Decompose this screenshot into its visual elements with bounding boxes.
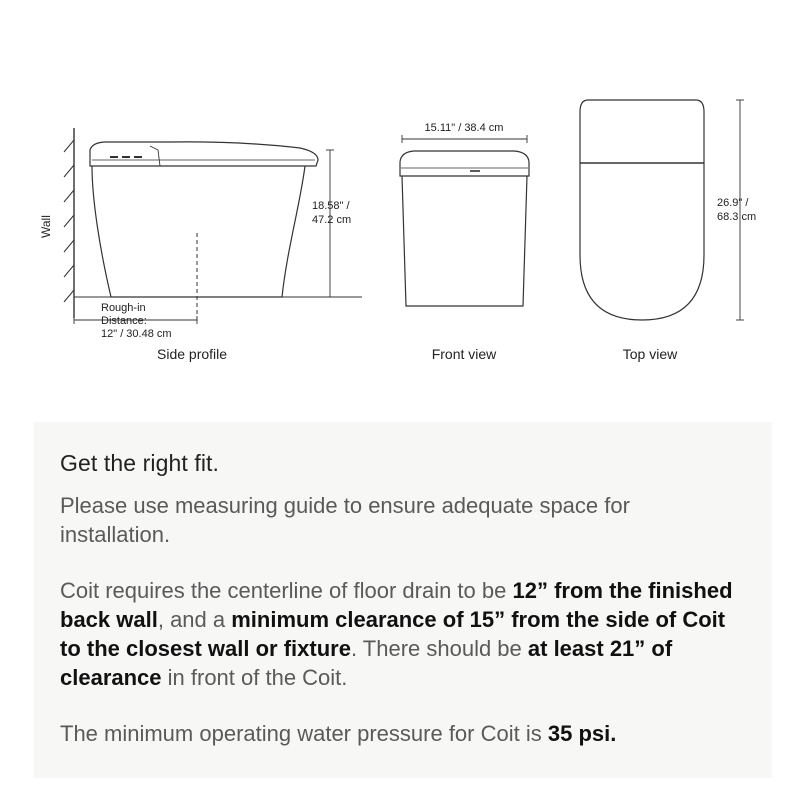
pressure-bold-value: 35 psi. [547,721,617,746]
side-profile-drawing [64,128,362,324]
req-text-4: in front of the Coit. [161,665,348,690]
side-height-label-line2: 47.2 cm [312,214,352,226]
front-view-drawing [400,135,529,306]
top-length-label-line2: 68.3 cm [717,211,757,223]
front-width-label: 15.11" / 38.4 cm [424,122,504,134]
pressure-text [60,719,746,748]
req-bold-front-clearance: at least 21” of clearance [60,636,673,690]
rough-in-label-line3: 12" / 30.48 cm [101,328,172,340]
requirements-text [60,576,746,692]
rough-in-label-line2: Distance: [101,315,147,327]
side-height-label-line1: 18.58" / [312,200,350,212]
top-length-label-line1: 26.9" / [717,197,749,209]
fit-info-panel [34,422,772,778]
top-view-caption: Top view [622,346,678,362]
intro-text: Please use measuring guide to ensure adequate space for installation. [60,493,630,547]
fit-heading: Get the right fit. [60,450,220,476]
rough-in-label-line1: Rough-in [101,302,146,314]
pressure-text-1: The minimum operating water pressure for Coit is [60,721,548,746]
req-text-2: , and a [157,607,232,632]
req-text-1: Coit requires the centerline of floor drain to be [60,578,513,603]
req-text-3: . There should be [350,636,528,661]
top-view-drawing [580,100,744,320]
side-profile-caption: Side profile [157,346,228,362]
front-view-caption: Front view [431,346,497,362]
req-bold-side-clearance: minimum clearance of 15” from the side of Coit to the closest wall or fixture [60,607,726,661]
req-bold-drain-distance: 12” from the finished back wall [60,578,733,632]
wall-label: Wall [39,215,53,238]
